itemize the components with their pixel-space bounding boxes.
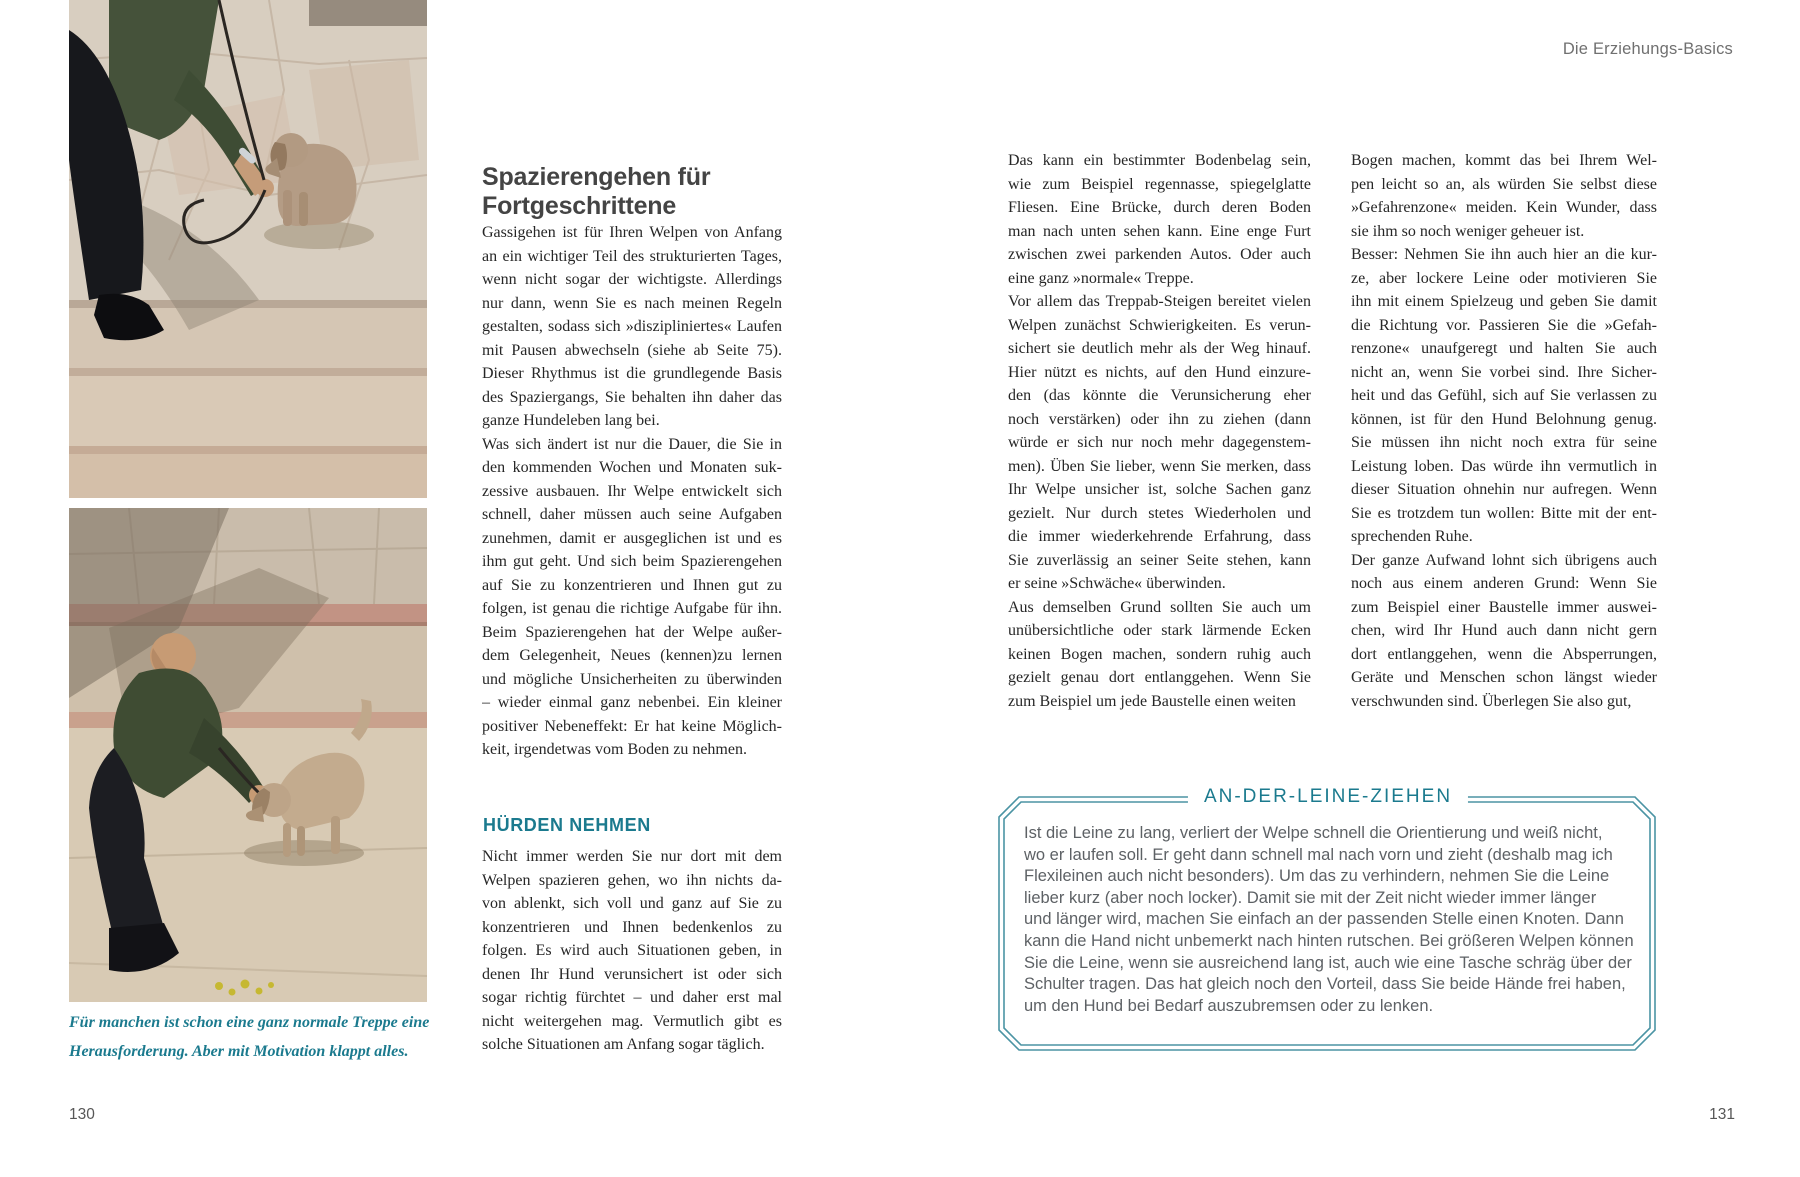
photo-puppy-on-stairs-top <box>69 0 427 498</box>
photo-man-motivating-puppy-illustration <box>69 508 427 1002</box>
article-subsection-text: Nicht immer werden Sie nur dort mit dem Welpen spazieren gehen, wo ihn nichts da- von ablenkt, sich voll und ganz auf Sie zu konzentrieren und Ihnen bedenkenlos zu folgen. Es wird auch Situationen geben, in denen Ihr Hund verunsichert ist oder sich sogar richtig fürchtet – und daher erst mal nicht weitergehen mag. Vermutlich gibt es solche Situationen am Anfang sogar täglich. <box>482 848 782 1053</box>
right-page-column-2: Bogen machen, kommt das bei Ihrem Wel- pen leicht so an, als würden Sie selbst diese »Gefahrenzone« meiden. Kein Wunder, dass sie ihm so noch weniger geheuer ist. Besser: Nehmen Sie ihn auch hier an die kur- ze, aber lockere Leine oder motivieren Sie ihn mit einem Spielzeug und geben Sie damit die Richtung vor. Passieren Sie die »Gefah- renzone« unaufgeregt und halten Sie auch nicht an, wenn Sie vorbei sind. Ihre Sicher- heit und das Gefühl, sich auf Sie verlassen zu können, ist für den Hund Belohnung genug. Sie müssen ihn nicht noch extra für seine Leistung loben. Das würde ihn vermutlich in dieser Situation ohnehin nur aufregen. Wenn Sie es trotzdem tun wollen: Bitte mit der ent- sprechenden Ruhe. Der ganze Aufwand lohnt sich übrigens auch noch aus einem anderen Grund: Wenn Sie zum Beispiel einer Baustelle immer auswei- chen, wird Ihr Hund auch dann nicht gern dort entlanggehen, wenn die Absperrungen, Geräte und Menschen schon längst wieder verschwunden sind. Überlegen Sie also gut, <box>1351 152 1657 710</box>
photo-puppy-on-stairs-top-illustration <box>69 0 427 498</box>
infobox-text: Ist die Leine zu lang, verliert der Welpe schnell die Orientierung und weiß nicht, wo er laufen soll. Er geht dann schnell mal nach vorn und zieht (deshalb mag ich Flexileinen auch nicht besonders). Um das zu verhindern, nehmen Sie die Leine lieber kurz (aber noch locker). Damit sie mit der Zeit nicht wieder immer länger und länger wird, machen Sie einfach an der passenden Stelle einen Knoten. Dann kann die Hand nicht unbemerkt nach hinten rutschen. Bei größeren Welpen können Sie die Leine, wenn sie ausreichend lang ist, auch wie eine Tasche schräg über der Schulter tragen. Das hat gleich noch den Vorteil, dass Sie beide Hände frei haben, um den Hund bei Bedarf auszubremsen oder zu lenken. <box>1024 824 1634 1015</box>
article-intro-text: Gassigehen ist für Ihren Welpen von Anfang an ein wichtiger Teil des strukturierten Tages, wenn nicht sogar der wichtigste. Allerdings nur dann, wenn Sie es nach meinen Regeln gestalten, sodass sich »diszipliniertes« Laufen mit Pausen abwechseln (siehe ab Seite 75). Dieser Rhythmus ist die grundlegende Basis des Spaziergangs, Sie behalten ihn daher das ganze Hundeleben lang bei. Was sich ändert ist nur die Dauer, die Sie in den kommenden Wochen und Monaten suk- zessive ausbauen. Ihr Welpe entwickelt sich schnell, daher müssen auch seine Aufgaben zunehmen, damit er ausgeglichen ist und es ihm gut geht. Und sich beim Spazierengehen auf Sie zu konzentrieren und Ihnen gut zu folgen, ist genau die richtige Aufgabe für ihn. Beim Spazierengehen hat der Welpe außer- dem Gelegenheit, Neues (kennen)zu lernen und mögliche Unsicherheiten zu überwinden – wieder einmal ganz nebenbei. Ein kleiner positiver Nebeneffekt: Er hat keine Möglich- keit, irgendetwas vom Boden zu nehmen. <box>482 224 782 758</box>
infobox-title: AN-DER-LEINE-ZIEHEN <box>1188 786 1468 808</box>
article-subheading: HÜRDEN NEHMEN <box>483 814 651 835</box>
page-number-left: 130 <box>69 1106 95 1123</box>
photo-man-motivating-puppy-steps <box>69 508 427 1002</box>
article-heading <box>482 163 812 221</box>
puppy-shadow <box>264 221 374 249</box>
photo-caption: Für manchen ist schon eine ganz normale Treppe eine Herausforderung. Aber mit Motivation klappt alles. <box>69 1014 430 1060</box>
article-heading-line2: Fortgeschrittene <box>482 191 677 220</box>
page-number-right: 131 <box>1709 1106 1735 1123</box>
right-page-column-1: Das kann ein bestimmter Bodenbelag sein, wie zum Beispiel regennasse, spiegelglatte Fliesen. Eine Brücke, durch deren Boden man nach unten sehen kann. Eine enge Furt zwischen zwei parkenden Autos. Oder auch eine ganz »normale« Treppe. Vor allem das Treppab-Steigen bereitet vielen Welpen zunächst Schwierigkeiten. Es verun- sichert sie deutlich mehr als der Weg hinauf. Hier nützt es nichts, auf den Hund einzure- den (das könnte die Verunsicherung eher noch verstärken) oder ihn zu ziehen (dann würde er sich nur noch mehr dagegenstem- men). Üben Sie lieber, wenn Sie merken, dass Ihr Welpe unsicher ist, solche Sachen ganz gezielt. Nur durch stetes Wiederholen und die immer wiederkehrende Erfahrung, dass Sie zuverlässig an seiner Seite stehen, kann er seine »Schwäche« überwinden. Aus demselben Grund sollten Sie auch um unübersichtliche oder stark lärmende Ecken keinen Bogen machen, sondern ruhig auch gezielt genau dort entlanggehen. Wenn Sie zum Beispiel um jede Baustelle einen weiten <box>1008 152 1311 710</box>
leash-pulling-infobox <box>998 786 1658 1058</box>
running-header: Die Erziehungs-Basics <box>1562 40 1733 58</box>
article-heading-line1: Spazierengehen für <box>482 162 711 191</box>
